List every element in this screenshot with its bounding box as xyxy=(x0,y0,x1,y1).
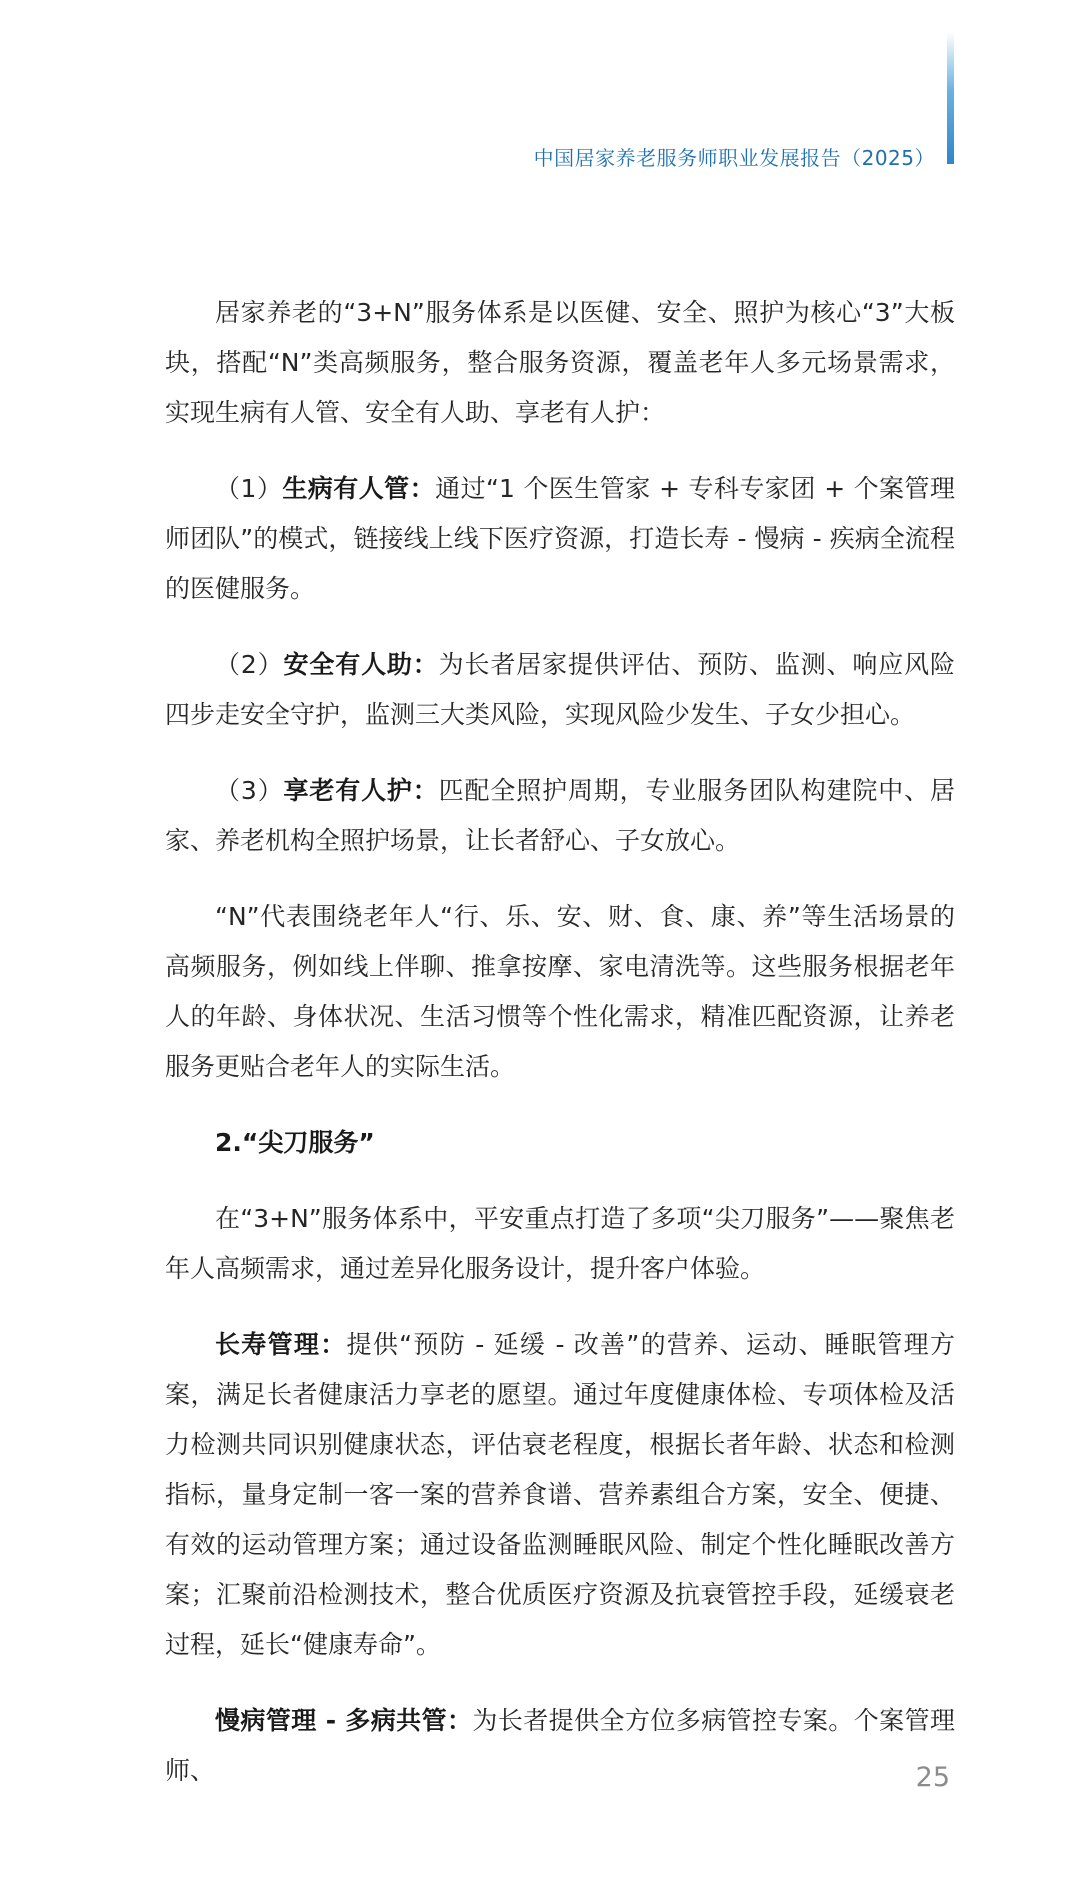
intro-paragraph: 居家养老的“3+N”服务体系是以医健、安全、照护为核心“3”大板块，搭配“N”类高频服务，整合服务资源，覆盖老年人多元场景需求，实现生病有人管、安全有人助、享老有人护： xyxy=(165,298,955,427)
item-2-paragraph xyxy=(165,640,955,740)
item-1-label: 生病有人管： xyxy=(282,474,436,503)
longevity-paragraph xyxy=(165,1320,955,1670)
chronic-paragraph xyxy=(165,1696,955,1796)
item-1-number: （1） xyxy=(215,474,283,503)
item-3-number: （3） xyxy=(215,776,284,805)
n-services-paragraph: “N”代表围绕老年人“行、乐、安、财、食、康、养”等生活场景的高频服务，例如线上伴聊、推拿按摩、家电清洗等。这些服务根据老年人的年龄、身体状况、生活习惯等个性化需求，精准匹配资源，让养老服务更贴合老年人的实际生活。 xyxy=(165,902,955,1081)
running-header: 中国居家养老服务师职业发展报告（2025） xyxy=(533,146,935,170)
body-text xyxy=(165,288,955,1822)
section-2-heading: 2.“尖刀服务” xyxy=(215,1128,375,1157)
chronic-text: 为长者提供全方位多病管控专案。个案管理师、 xyxy=(165,1706,955,1785)
item-2-label: 安全有人助： xyxy=(283,650,439,679)
item-1-paragraph xyxy=(165,464,955,614)
chronic-label: 慢病管理 - 多病共管： xyxy=(215,1706,473,1735)
item-2-number: （2） xyxy=(215,650,284,679)
item-1-text: 通过“1 个医生管家 + 专科专家团 + 个案管理师团队”的模式，链接线上线下医疗资源，打造长寿 - 慢病 - 疾病全流程的医健服务。 xyxy=(165,474,955,603)
section-2-intro-paragraph: 在“3+N”服务体系中，平安重点打造了多项“尖刀服务”——聚焦老年人高频需求，通过差异化服务设计，提升客户体验。 xyxy=(165,1204,955,1283)
item-3-label: 享老有人护： xyxy=(283,776,439,805)
longevity-text: 提供“预防 - 延缓 - 改善”的营养、运动、睡眠管理方案，满足长者健康活力享老的愿望。通过年度健康体检、专项体检及活力检测共同识别健康状态，评估衰老程度，根据长者年龄、状态和检测指标，量身定制一客一案的营养食谱、营养素组合方案，安全、便捷、有效的运动管理方案；通过设备监测睡眠风险、制定个性化睡眠改善方案；汇聚前沿检测技术，整合优质医疗资源及抗衰管控手段，延缓衰老过程，延长“健康寿命”。 xyxy=(165,1330,955,1659)
longevity-label: 长寿管理： xyxy=(215,1330,347,1359)
header-accent-bar xyxy=(947,32,954,164)
item-3-text: 匹配全照护周期，专业服务团队构建院中、居家、养老机构全照护场景，让长者舒心、子女放心。 xyxy=(165,776,955,855)
page-number: 25 xyxy=(915,1762,950,1793)
item-2-text: 为长者居家提供评估、预防、监测、响应风险四步走安全守护，监测三大类风险，实现风险少发生、子女少担心。 xyxy=(165,650,955,729)
item-3-paragraph xyxy=(165,766,955,866)
